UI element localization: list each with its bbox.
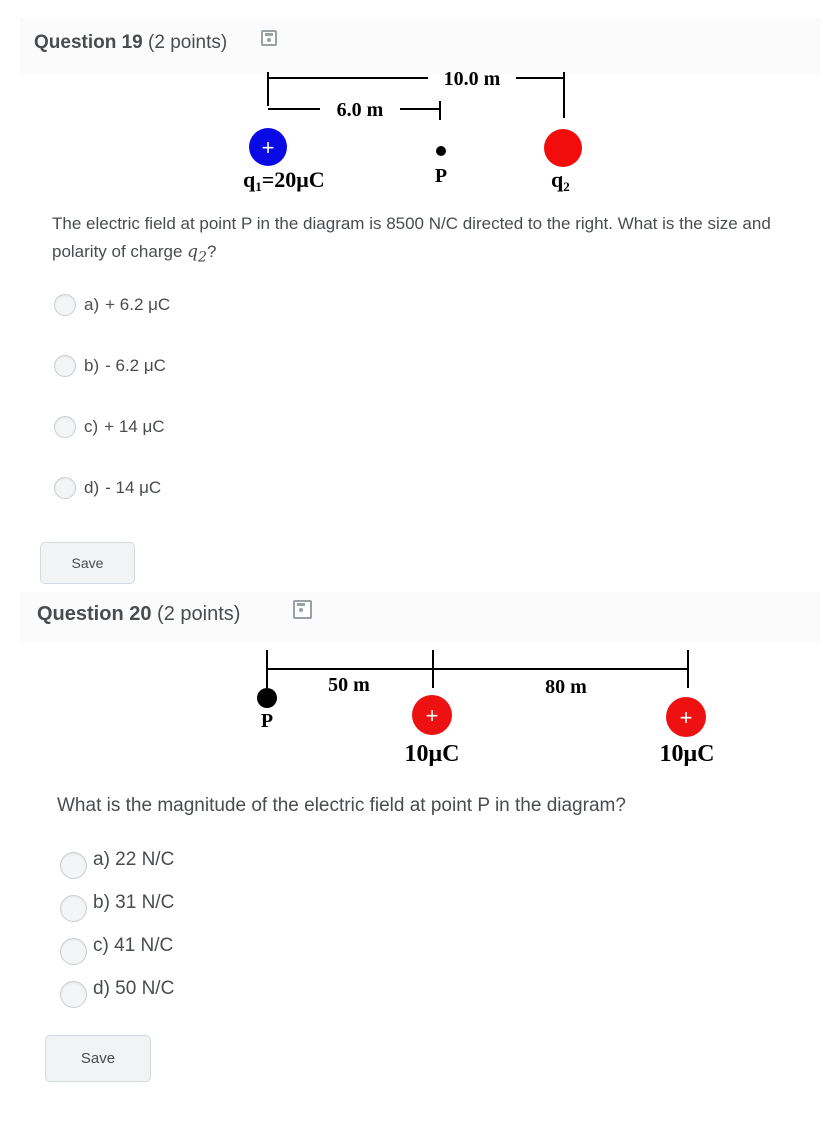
option-d-letter: d) xyxy=(84,478,100,497)
option-d-text: - 14 μC xyxy=(105,478,162,497)
total-distance-label: 10.0 m xyxy=(443,68,501,90)
question-19-save-button[interactable]: Save xyxy=(40,542,135,584)
charge-q1-subscript: 1 xyxy=(255,179,262,194)
question-19-text xyxy=(52,210,792,271)
question-20-option-c[interactable] xyxy=(60,936,173,966)
charge-q1-sign: + xyxy=(261,135,275,160)
total-distance-dimension-line xyxy=(268,72,564,118)
question-19-option-d[interactable] xyxy=(54,475,161,501)
point-p-label: P xyxy=(434,165,448,187)
question-19-save-icon[interactable] xyxy=(261,30,277,46)
charge-q1-value: =20μC xyxy=(261,167,325,192)
option-c-text: c) 41 N/C xyxy=(93,935,174,956)
option-a-radio[interactable] xyxy=(60,852,87,879)
question-19-option-c[interactable] xyxy=(54,414,165,440)
question-19-text-main: The electric field at point P in the diagram is 8500 N/C directed to the right. What is the size and polarity of charge xyxy=(52,214,771,261)
option-b-radio[interactable] xyxy=(54,355,76,377)
option-b-radio[interactable] xyxy=(60,895,87,922)
option-d-radio[interactable] xyxy=(60,981,87,1008)
option-c-text: + 14 μC xyxy=(104,417,165,436)
option-d-radio[interactable] xyxy=(54,477,76,499)
question-20-points: (2 points) xyxy=(157,603,241,625)
charge-q2-subscript: 2 xyxy=(563,179,570,194)
distance-1-label: 50 m xyxy=(328,674,370,696)
question-20-option-d[interactable] xyxy=(60,979,174,1009)
option-c-radio[interactable] xyxy=(54,416,76,438)
charge-q2-label xyxy=(551,167,570,194)
question-19-option-a[interactable] xyxy=(54,292,170,318)
question-20-option-a[interactable] xyxy=(60,850,174,880)
option-a-text: + 6.2 μC xyxy=(105,295,171,314)
question-20-title xyxy=(37,603,240,626)
question-20-save-button[interactable]: Save xyxy=(45,1035,151,1082)
p-distance-label: 6.0 m xyxy=(336,99,384,121)
option-d-text: d) 50 N/C xyxy=(93,978,175,999)
option-a-text: a) 22 N/C xyxy=(93,849,175,870)
option-c-radio[interactable] xyxy=(60,938,87,965)
question-19-title xyxy=(34,32,227,54)
option-b-text: b) 31 N/C xyxy=(93,892,175,913)
charge-q2 xyxy=(544,129,582,167)
option-b-letter: b) xyxy=(84,356,100,375)
question-20-diagram xyxy=(0,640,823,780)
charge-q1-label xyxy=(243,167,325,194)
question-19-number: Question 19 xyxy=(34,32,143,53)
option-c-letter: c) xyxy=(84,417,99,436)
question-19-text-end: ? xyxy=(207,242,217,261)
distance-2-label: 80 m xyxy=(545,676,587,698)
option-b-text: - 6.2 μC xyxy=(105,356,166,375)
point-p-dot xyxy=(257,688,277,708)
question-20-number: Question 20 xyxy=(37,603,152,625)
charge-q2-letter: q xyxy=(551,167,564,192)
question-20-text: What is the magnitude of the electric field at point P in the diagram? xyxy=(57,795,626,816)
charge-2-sign: + xyxy=(679,705,693,730)
question-19-variable-sub: 2 xyxy=(198,249,208,266)
charge-q1-letter: q xyxy=(243,167,256,192)
point-p-dot xyxy=(436,146,446,156)
point-p-label: P xyxy=(260,710,274,732)
option-a-letter: a) xyxy=(84,295,100,314)
question-19-points: (2 points) xyxy=(148,32,228,53)
charge-1-sign: + xyxy=(425,703,439,728)
question-20-save-icon[interactable] xyxy=(293,600,312,619)
charge-2-value: 10μC xyxy=(659,741,715,767)
charge-1-value: 10μC xyxy=(404,741,460,767)
question-20-option-b[interactable] xyxy=(60,893,174,923)
question-19-variable: $q_2$ xyxy=(187,242,208,266)
question-19-option-b[interactable] xyxy=(54,353,166,379)
option-a-radio[interactable] xyxy=(54,294,76,316)
